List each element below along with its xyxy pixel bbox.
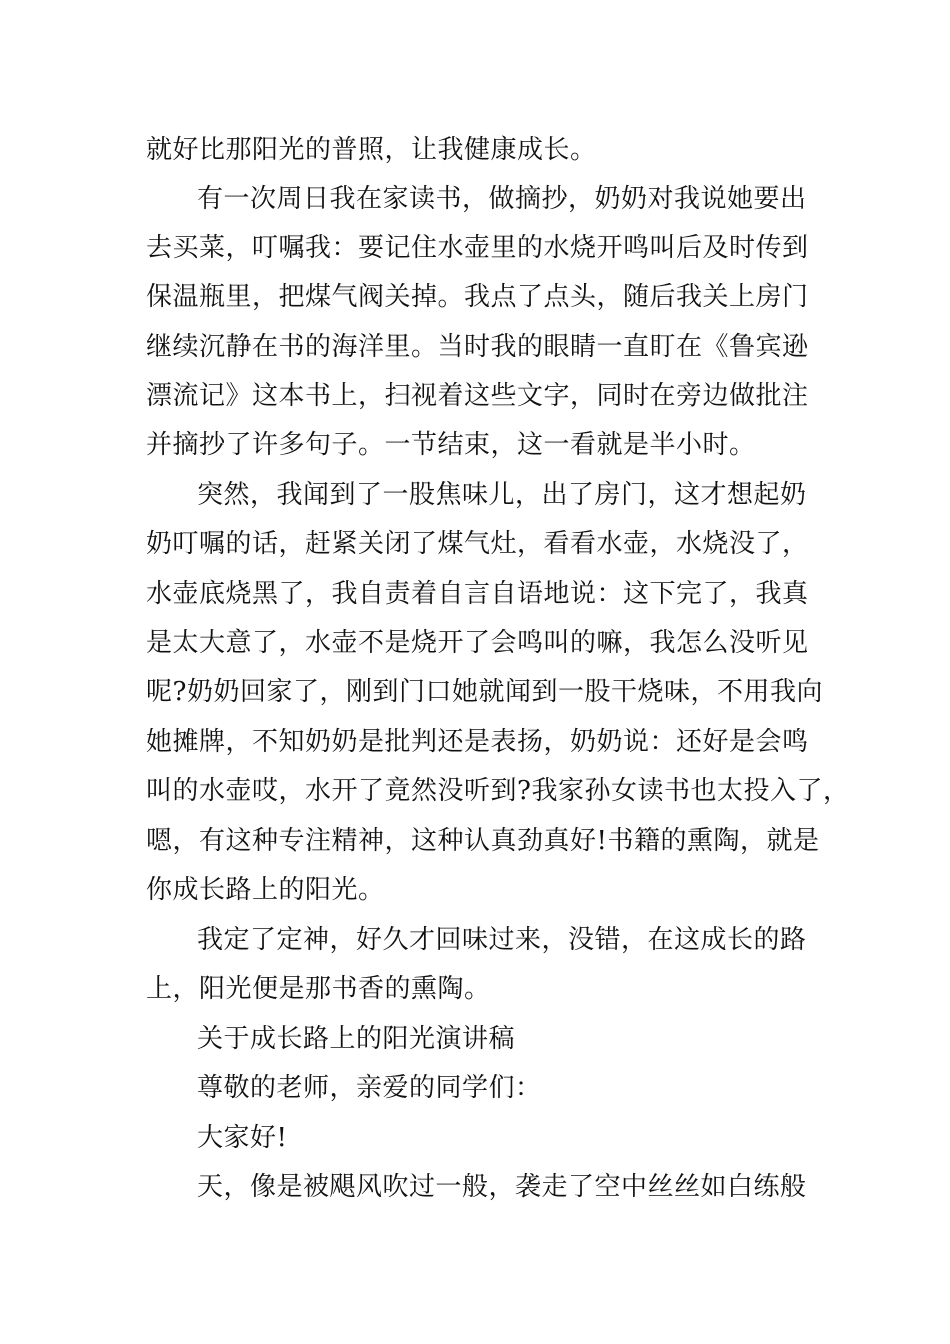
text-line: 嗯，有这种专注精神，这种认真劲真好!书籍的熏陶，就是 [146,826,820,856]
salutation: 尊敬的老师，亲爱的同学们： [197,1073,542,1103]
text-line: 就好比那阳光的普照，让我健康成长。 [146,135,597,165]
text-line: 叫的水壶哎，水开了竟然没听到?我家孙女读书也太投入了， [146,776,850,806]
greeting: 大家好! [197,1123,288,1153]
paragraph-first-line: 有一次周日我在家读书，做摘抄，奶奶对我说她要出 [197,184,807,214]
text-line: 奶叮嘱的话，赶紧关闭了煤气灶，看看水壶，水烧没了， [146,529,809,559]
text-line: 保温瓶里，把煤气阀关掉。我点了点头，随后我关上房门 [146,282,809,312]
paragraph-first-line: 突然，我闻到了一股焦味儿，出了房门，这才想起奶 [197,480,807,510]
text-line: 并摘抄了许多句子。一节结束，这一看就是半小时。 [146,430,756,460]
text-line: 漂流记》这本书上，扫视着这些文字，同时在旁边做批注 [146,381,809,411]
text-line: 是太大意了，水壶不是烧开了会鸣叫的嘛，我怎么没听见 [146,628,809,658]
text-line: 继续沉静在书的海洋里。当时我的眼睛一直盯在《鲁宾逊 [146,332,809,362]
text-line: 去买菜，叮嘱我：要记住水壶里的水烧开鸣叫后及时传到 [146,233,809,263]
paragraph-first-line: 我定了定神，好久才回味过来，没错，在这成长的路 [197,925,807,955]
paragraph-first-line: 天，像是被飓风吹过一般，袭走了空中丝丝如白练般 [197,1172,807,1202]
text-line: 上，阳光便是那书香的熏陶。 [146,974,491,1004]
text-line: 水壶底烧黑了，我自责着自言自语地说：这下完了，我真 [146,579,809,609]
text-line: 她摊牌，不知奶奶是批判还是表扬，奶奶说：还好是会鸣 [146,727,809,757]
text-line: 呢?奶奶回家了，刚到门口她就闻到一股干烧味，不用我向 [146,677,823,707]
text-line: 你成长路上的阳光。 [146,875,385,905]
speech-title: 关于成长路上的阳光演讲稿 [197,1024,516,1054]
